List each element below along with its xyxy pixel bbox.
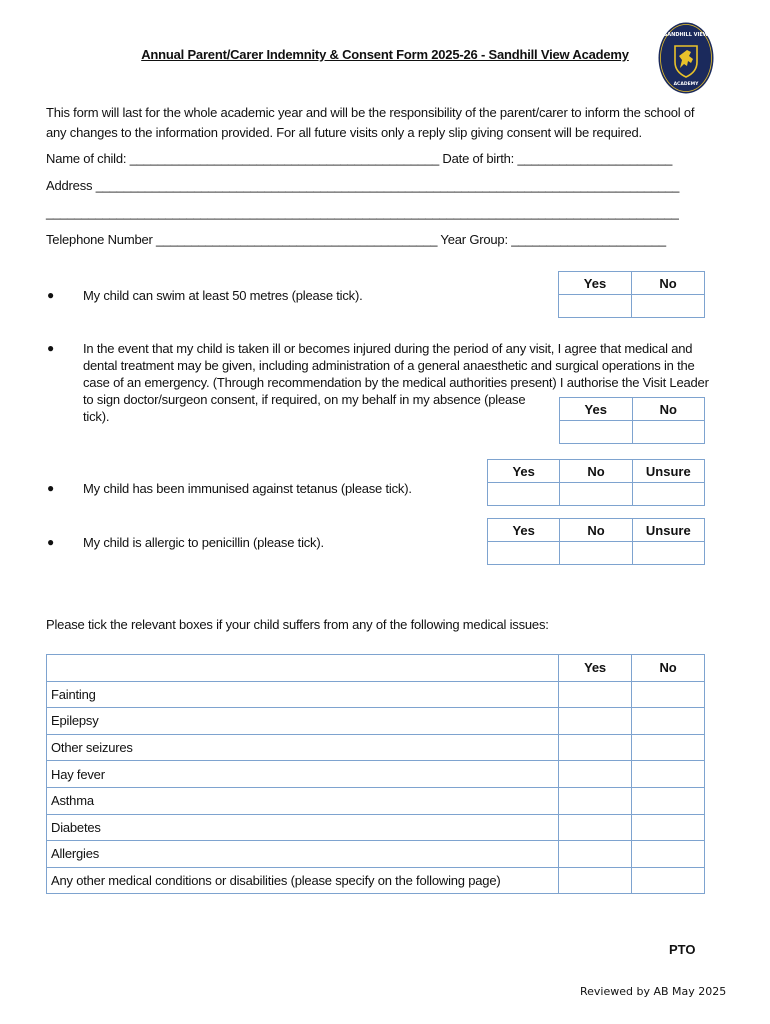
child-name-dob-field[interactable]: Name of child: ____________________________________________ Date of birth: ______________________ [46,151,673,166]
yes-box[interactable] [559,734,632,761]
no-box[interactable] [632,761,705,788]
table-row [47,734,705,761]
academy-logo [658,22,714,94]
penicillin-unsure-box[interactable] [632,542,704,565]
consent-tick-table [559,397,705,444]
no-header: No [632,272,705,295]
consent-no-box[interactable] [632,421,705,444]
penicillin-yes-box[interactable] [488,542,560,565]
yes-header: Yes [488,519,560,542]
condition-label: Asthma [47,787,559,814]
penicillin-no-box[interactable] [560,542,632,565]
address-field-line-2[interactable]: __________________________________________________________________________________________ [46,205,679,220]
yes-box[interactable] [559,761,632,788]
yes-box[interactable] [559,708,632,735]
bullet-marker: ● [47,288,55,302]
swim-question: My child can swim at least 50 metres (please tick). [83,288,363,303]
tetanus-question: My child has been immunised against tetanus (please tick). [83,481,412,496]
unsure-header: Unsure [632,460,704,483]
intro-paragraph: This form will last for the whole academic year and will be the responsibility of the parent/carer to inform the school of any changes to the information provided. For all future visits only a reply slip giving consent will be required. [46,105,695,140]
table-row [47,761,705,788]
swim-no-box[interactable] [632,295,705,318]
yes-box[interactable] [559,841,632,868]
no-box[interactable] [632,787,705,814]
tetanus-no-box[interactable] [560,483,632,506]
consent-line: In the event that my child is taken ill or becomes injured during the period of any visit, I agree that medical and [83,341,693,356]
no-header: No [632,398,705,421]
penicillin-tick-table [487,518,705,565]
yes-header: Yes [559,272,632,295]
no-header: No [632,655,705,682]
bullet-marker: ● [47,481,55,495]
condition-label: Fainting [47,681,559,708]
condition-header [47,655,559,682]
table-row [47,681,705,708]
condition-label: Allergies [47,841,559,868]
condition-label: Diabetes [47,814,559,841]
table-row [47,814,705,841]
no-box[interactable] [632,708,705,735]
consent-yes-box[interactable] [560,421,633,444]
review-note: Reviewed by AB May 2025 [580,985,727,998]
condition-label: Other seizures [47,734,559,761]
bullet-marker: ● [47,341,55,355]
yes-header: Yes [488,460,560,483]
condition-label: Hay fever [47,761,559,788]
table-row [47,708,705,735]
no-box[interactable] [632,681,705,708]
condition-label: Any other medical conditions or disabilities (please specify on the following page) [47,867,559,894]
unsure-header: Unsure [632,519,704,542]
swim-tick-table [558,271,705,318]
no-box[interactable] [632,814,705,841]
tetanus-tick-table [487,459,705,506]
condition-label: Epilepsy [47,708,559,735]
yes-box[interactable] [559,681,632,708]
consent-line: to sign doctor/surgeon consent, if required, on my behalf in my absence (please [83,392,526,407]
no-header: No [560,460,632,483]
svg-text:ACADEMY: ACADEMY [673,82,699,87]
table-row [47,655,705,682]
consent-line: case of an emergency. (Through recommendation by the medical authorities present) I authorise the Visit Leader [83,375,709,390]
bullet-marker: ● [47,535,55,549]
form-title: Annual Parent/Carer Indemnity & Consent Form 2025-26 - Sandhill View Academy [141,47,629,62]
yes-box[interactable] [559,814,632,841]
yes-header: Yes [560,398,633,421]
consent-line: dental treatment may be given, including administration of a general anaesthetic and surgical operations in the [83,358,695,373]
table-row [47,867,705,894]
address-field-line-1[interactable]: Address ___________________________________________________________________________________ [46,178,680,193]
swim-yes-box[interactable] [559,295,632,318]
medical-issues-intro: Please tick the relevant boxes if your child suffers from any of the following medical issues: [46,617,549,632]
table-row [47,787,705,814]
no-box[interactable] [632,734,705,761]
no-box[interactable] [632,841,705,868]
penicillin-question: My child is allergic to penicillin (please tick). [83,535,324,550]
tetanus-yes-box[interactable] [488,483,560,506]
yes-box[interactable] [559,867,632,894]
pto-label: PTO [669,942,696,957]
no-header: No [560,519,632,542]
no-box[interactable] [632,867,705,894]
telephone-year-group-field[interactable]: Telephone Number ________________________________________ Year Group: ______________________ [46,232,666,247]
medical-issues-table [46,654,705,894]
consent-line: tick). [83,409,110,424]
tetanus-unsure-box[interactable] [632,483,704,506]
yes-header: Yes [559,655,632,682]
table-row [47,841,705,868]
yes-box[interactable] [559,787,632,814]
svg-text:SANDHILL VIEW: SANDHILL VIEW [663,32,709,38]
